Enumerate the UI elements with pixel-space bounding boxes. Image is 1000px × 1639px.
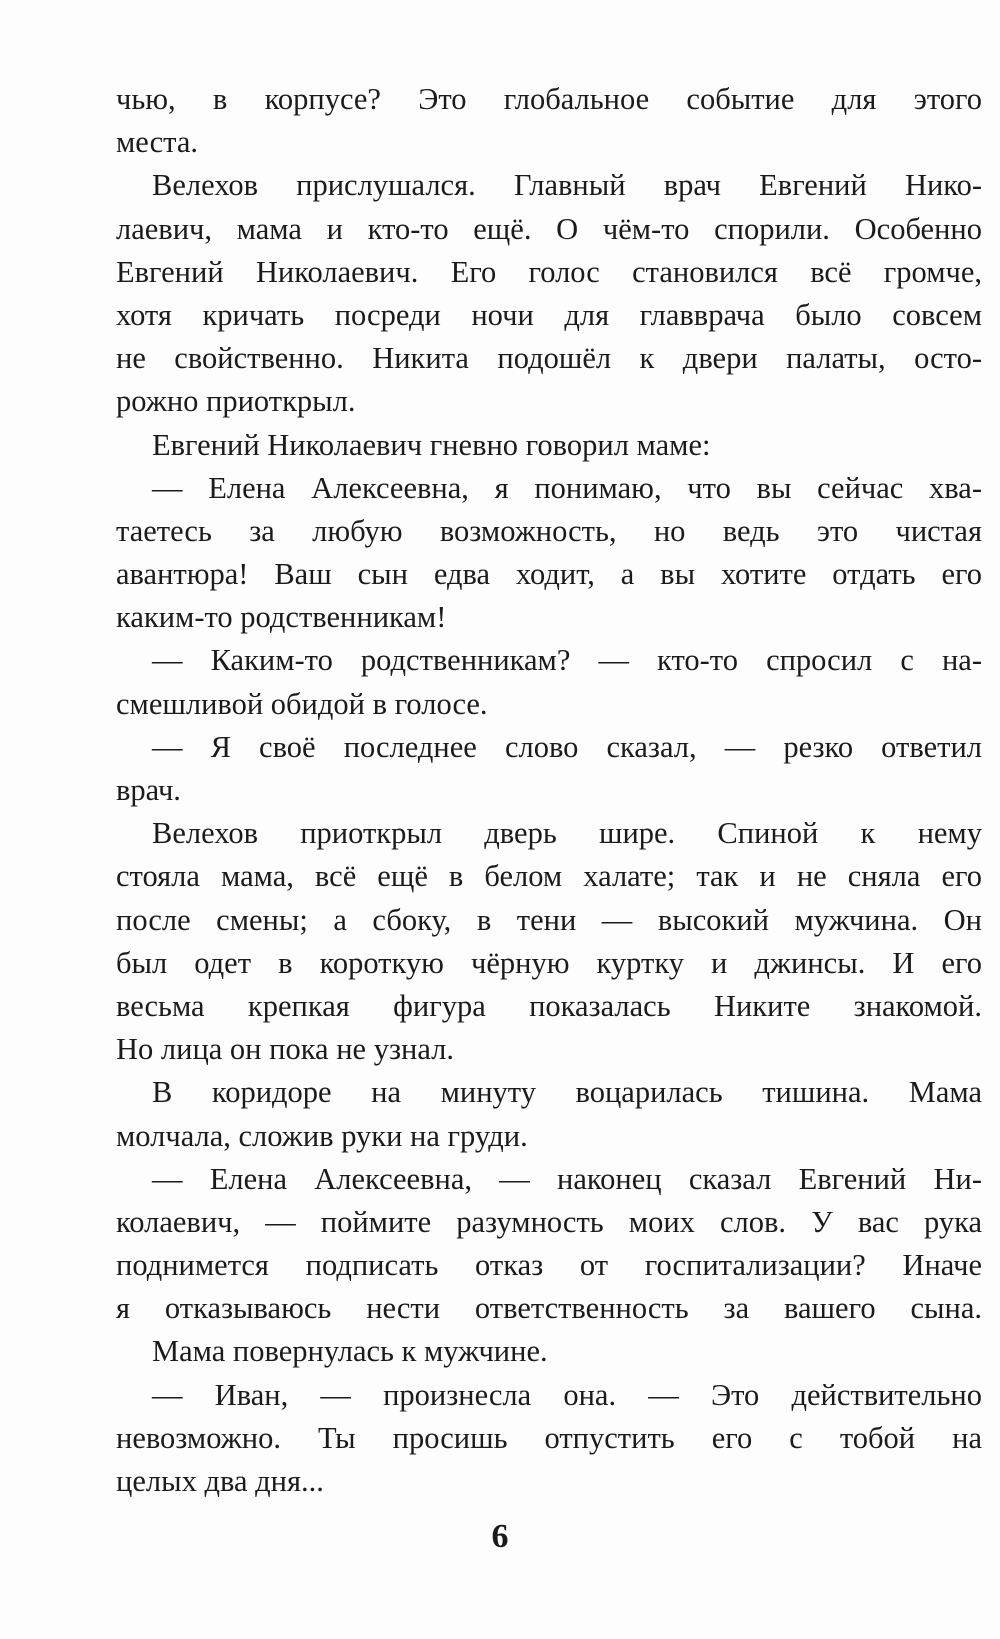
text-line: Мама повернулась к мужчине. <box>152 1334 548 1369</box>
text-line: весьма крепкая фигура показалась Никите знакомой. <box>116 988 982 1023</box>
text-line: чью, в корпусе? Это глобальное событие для этого <box>116 82 982 116</box>
text-line: таетесь за любую возможность, но ведь это чистая <box>116 513 982 548</box>
text-line: поднимется подписать отказ от госпитализации? Иначе <box>116 1248 982 1283</box>
text-line: Но лица он пока не узнал. <box>116 1032 454 1067</box>
text-line: был одет в короткую чёрную куртку и джинсы. И его <box>116 945 982 980</box>
text-line: — Иван, — произнесла она. — Это действительно <box>152 1377 982 1412</box>
text-line: после смены; а сбоку, в тени — высокий мужчина. Он <box>116 902 982 937</box>
page-number: 6 <box>491 1518 509 1555</box>
text-line: невозможно. Ты просишь отпустить его с тобой на <box>116 1420 982 1455</box>
text-line: не свойственно. Никита подошёл к двери палаты, осто- <box>116 341 982 376</box>
text-line: колаевич, — поймите разумность моих слов. У вас рука <box>116 1204 982 1239</box>
text-line: Велехов прислушался. Главный врач Евгений Нико- <box>152 168 982 203</box>
text-line: — Каким-то родственникам? — кто-то спросил с на- <box>152 643 982 678</box>
text-line: каким-то родственникам! <box>116 600 447 635</box>
text-line: авантюра! Ваш сын едва ходит, а вы хотите отдать его <box>116 557 982 592</box>
text-line: целых два дня... <box>116 1464 324 1498</box>
text-line: — Елена Алексеевна, — наконец сказал Евгений Ни- <box>152 1161 982 1196</box>
text-line: я отказываюсь нести ответственность за вашего сына. <box>116 1291 982 1326</box>
text-line: Евгений Николаевич гневно говорил маме: <box>152 427 711 462</box>
text-line: Евгений Николаевич. Его голос становился всё громче, <box>116 254 982 289</box>
text-line: смешливой обидой в голосе. <box>116 686 488 721</box>
text-line: молчала, сложив руки на груди. <box>116 1118 528 1153</box>
page-body-text <box>116 78 982 1503</box>
text-line: — Я своё последнее слово сказал, — резко ответил <box>152 729 982 764</box>
text-line: рожно приоткрыл. <box>116 384 356 419</box>
text-line: места. <box>116 125 198 160</box>
text-line: лаевич, мама и кто-то ещё. О чём-то спорили. Особенно <box>116 211 982 246</box>
text-line: стояла мама, всё ещё в белом халате; так и не сняла его <box>116 859 982 894</box>
text-line: — Елена Алексеевна, я понимаю, что вы сейчас хва- <box>152 470 982 505</box>
text-line: Велехов приоткрыл дверь шире. Спиной к нему <box>152 816 982 851</box>
text-line: В коридоре на минуту воцарилась тишина. Мама <box>152 1075 982 1110</box>
text-line: хотя кричать посреди ночи для главврача было совсем <box>116 297 982 332</box>
text-line: врач. <box>116 773 181 807</box>
